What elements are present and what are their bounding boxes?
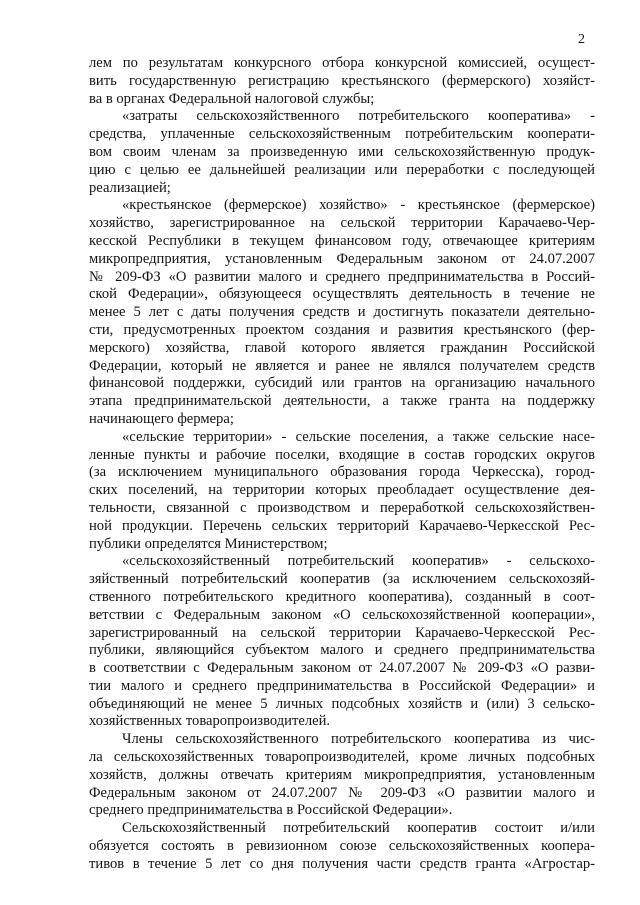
text-line: вом своим членам за произведенную ими сельскохозяйственную продук- (89, 143, 595, 160)
body-text (89, 55, 595, 874)
text-line: «сельские территории» - сельские поселения, а также сельские насе- (122, 428, 595, 445)
text-line: кесской Республики в текущем финансовом году, отвечающее критериям (89, 232, 595, 249)
text-line: зарегистрированный на сельской территории Карачаево-Черкесской Рес- (89, 624, 595, 641)
text-line: ственного потребительского кредитного кооператива), созданный в соот- (89, 588, 595, 605)
text-line: Федеральным законом от 24.07.2007 № 209-ФЗ «О развитии малого и (89, 784, 595, 801)
paragraph (89, 197, 595, 428)
text-line: зяйственный потребительский кооператив (за исключением сельскохозяй- (89, 571, 595, 588)
paragraph (89, 55, 595, 108)
text-line: № 209-ФЗ «О развитии малого и среднего предпринимательства в Россий- (89, 268, 595, 285)
paragraph (89, 731, 595, 820)
text-line: тивов в течение 5 лет со дня получения части средств гранта «Агростар- (89, 855, 595, 872)
text-line: «крестьянское (фермерское) хозяйство» - крестьянское (фермерское) (122, 197, 595, 214)
text-line: ла сельскохозяйственных товаропроизводителей, кроме личных подсобных (89, 749, 595, 766)
text-line: в соответствии с Федеральным законом от 24.07.2007 № 209-ФЗ «О разви- (89, 660, 595, 677)
text-line: обязуется состоять в ревизионном союзе сельскохозяйственных коопера- (89, 838, 595, 855)
paragraph (89, 820, 595, 873)
paragraph (89, 429, 595, 554)
text-line: этапа предпринимательской деятельности, а также гранта на поддержку (89, 393, 595, 410)
text-line: микропредприятия, установленным Федеральным законом от 24.07.2007 (89, 250, 595, 267)
text-line: тельности, связанной с производством и переработкой сельскохозяйствен- (89, 499, 595, 516)
text-line: средства, уплаченные сельскохозяйственным потребительским кооперати- (89, 126, 595, 143)
text-line: Сельскохозяйственный потребительский кооператив состоит и/или (122, 820, 595, 837)
text-line: цию с целью ее дальнейшей реализации или переработки с последующей (89, 161, 595, 178)
text-line: хозяйственных товаропроизводителей. (89, 713, 331, 730)
text-line: мерского) хозяйства, главой которого является гражданин Российской (89, 339, 595, 356)
text-line: сти, предусмотренных проектом создания и развития крестьянского (фер- (89, 321, 595, 338)
text-line: объединяющий не менее 5 личных подсобных хозяйств и (или) 3 сельско- (89, 695, 595, 712)
text-line: ва в органах Федеральной налоговой службы; (89, 90, 375, 107)
text-line: ной продукции. Перечень сельских территорий Карачаево-Черкесской Рес- (89, 517, 595, 534)
text-line: публики, являющийся субъектом малого и среднего предпринимательства (89, 642, 595, 659)
text-line: вить государственную регистрацию крестьянского (фермерского) хозяйст- (89, 72, 595, 89)
text-line: «затраты сельскохозяйственного потребительского кооператива» - (122, 108, 595, 125)
text-line: (за исключением муниципального образования города Черкесска), город- (89, 464, 595, 481)
text-line: реализацией; (89, 179, 171, 196)
text-line: ветствии с Федеральным законом «О сельскохозяйственной кооперации», (89, 606, 595, 623)
paragraph (89, 553, 595, 731)
text-line: среднего предпринимательства в Российской Федерации». (89, 802, 453, 819)
paragraph (89, 108, 595, 197)
text-line: начинающего фермера; (89, 410, 234, 427)
text-line: публики определятся Министерством; (89, 535, 328, 552)
text-line: финансовой поддержки, субсидий или грантов на организацию начального (89, 375, 595, 392)
text-line: хозяйств, должны отвечать критериям микропредприятия, установленным (89, 766, 595, 783)
text-line: менее 5 лет с даты получения средств и достигнуть показатели деятельно- (89, 304, 595, 321)
text-line: хозяйство, зарегистрированное на сельской территории Карачаево-Чер- (89, 215, 595, 232)
text-line: ской Федерации», обязующееся осуществлять деятельность в течение не (89, 286, 595, 303)
text-line: ленные пункты и рабочие поселки, входящие в состав городских округов (89, 446, 595, 463)
text-line: «сельскохозяйственный потребительский кооператив» - сельскохо- (122, 553, 595, 570)
text-line: лем по результатам конкурсного отбора конкурсной комиссией, осущест- (89, 55, 595, 71)
text-line: Федерации, который не является и ранее не являлся получателем средств (89, 357, 595, 374)
text-line: ских поселений, на территории которых преобладает осуществление дея- (89, 482, 595, 499)
text-line: тии малого и среднего предпринимательства в Российской Федерации» и (89, 677, 595, 694)
page-number: 2 (578, 32, 585, 47)
text-line: Члены сельскохозяйственного потребительского кооператива из чис- (122, 731, 595, 748)
